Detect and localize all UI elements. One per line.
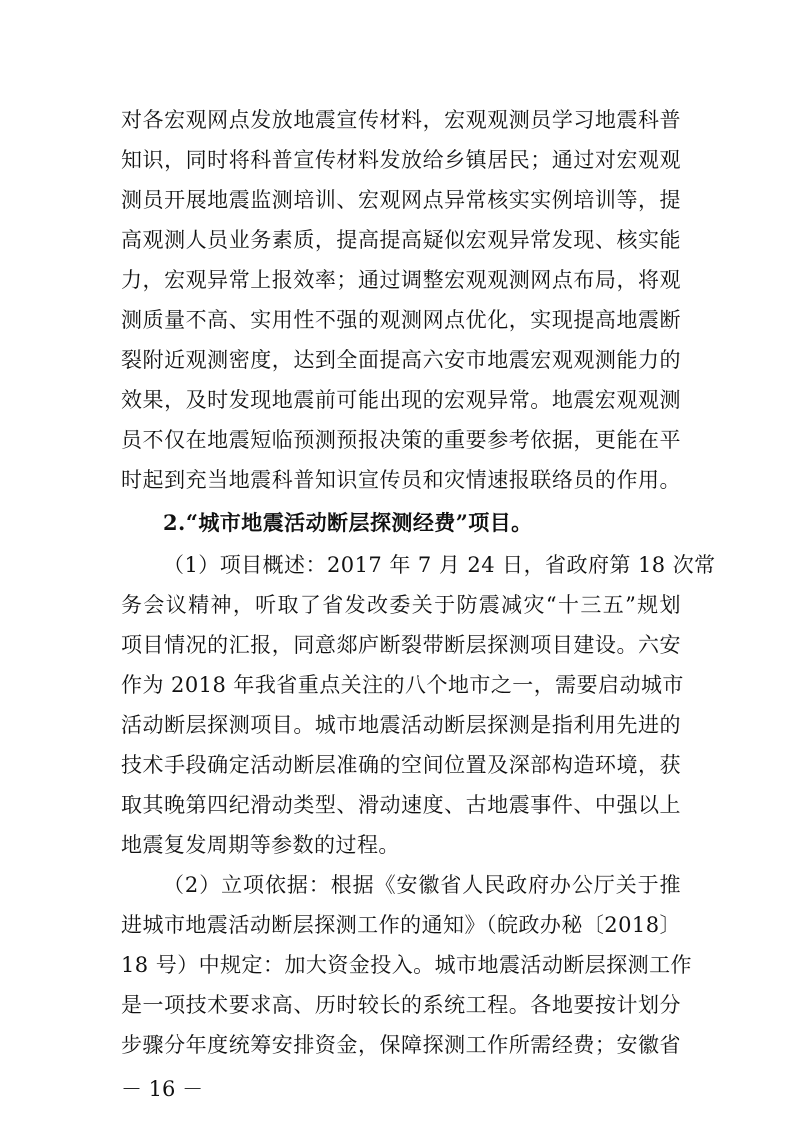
body-line-2: 知识，同时将科普宣传材料发放给乡镇居民；通过对宏观观 xyxy=(121,148,681,172)
body-line-10: 时起到充当地震科普知识宣传员和灾情速报联络员的作用。 xyxy=(121,468,681,492)
body-line-19: 地震复发周期等参数的过程。 xyxy=(121,833,400,857)
body-line-21: 进城市地震活动断层探测工作的通知》（皖政办秘〔2018〕 xyxy=(121,913,681,937)
body-line-3: 测员开展地震监测培训、宏观网点异常核实实例培训等，提 xyxy=(121,188,681,212)
body-line-13: 务会议精神，听取了省发改委关于防震减灾“十三五”规划 xyxy=(121,593,681,617)
body-line-16: 活动断层探测项目。城市地震活动断层探测是指利用先进的 xyxy=(121,713,681,737)
body-line-14: 项目情况的汇报，同意郯庐断裂带断层探测项目建设。六安 xyxy=(121,633,681,657)
body-line-9: 员不仅在地震短临预测预报决策的重要参考依据，更能在平 xyxy=(121,428,681,452)
body-line-12: （1）项目概述：2017 年 7 月 24 日，省政府第 18 次常 xyxy=(163,553,716,577)
body-line-15: 作为 2018 年我省重点关注的八个地市之一，需要启动城市 xyxy=(121,673,684,697)
body-line-24: 步骤分年度统筹安排资金，保障探测工作所需经费；安徽省 xyxy=(121,1033,681,1057)
body-line-8: 效果，及时发现地震前可能出现的宏观异常。地震宏观观测 xyxy=(121,388,681,412)
body-line-6: 测质量不高、实用性不强的观测网点优化，实现提高地震断 xyxy=(121,308,681,332)
body-line-22: 18 号）中规定：加大资金投入。城市地震活动断层探测工作 xyxy=(121,953,692,977)
body-line-23: 是一项技术要求高、历时较长的系统工程。各地要按计划分 xyxy=(121,993,681,1017)
body-line-20: （2）立项依据：根据《安徽省人民政府办公厅关于推 xyxy=(163,873,681,897)
body-line-4: 高观测人员业务素质，提高提高疑似宏观异常发现、核实能 xyxy=(121,228,681,252)
body-line-1: 对各宏观网点发放地震宣传材料，宏观观测员学习地震科普 xyxy=(121,108,681,132)
body-line-17: 技术手段确定活动断层准确的空间位置及深部构造环境，获 xyxy=(121,753,681,777)
body-line-5: 力，宏观异常上报效率；通过调整宏观观测网点布局，将观 xyxy=(121,268,681,292)
body-line-18: 取其晚第四纪滑动类型、滑动速度、古地震事件、中强以上 xyxy=(121,793,681,817)
body-line-7: 裂附近观测密度，达到全面提高六安市地震宏观观测能力的 xyxy=(121,348,681,372)
section-heading-2: 2.“城市地震活动断层探测经费”项目。 xyxy=(163,510,533,535)
page-number: － 16 － xyxy=(121,1077,204,1101)
